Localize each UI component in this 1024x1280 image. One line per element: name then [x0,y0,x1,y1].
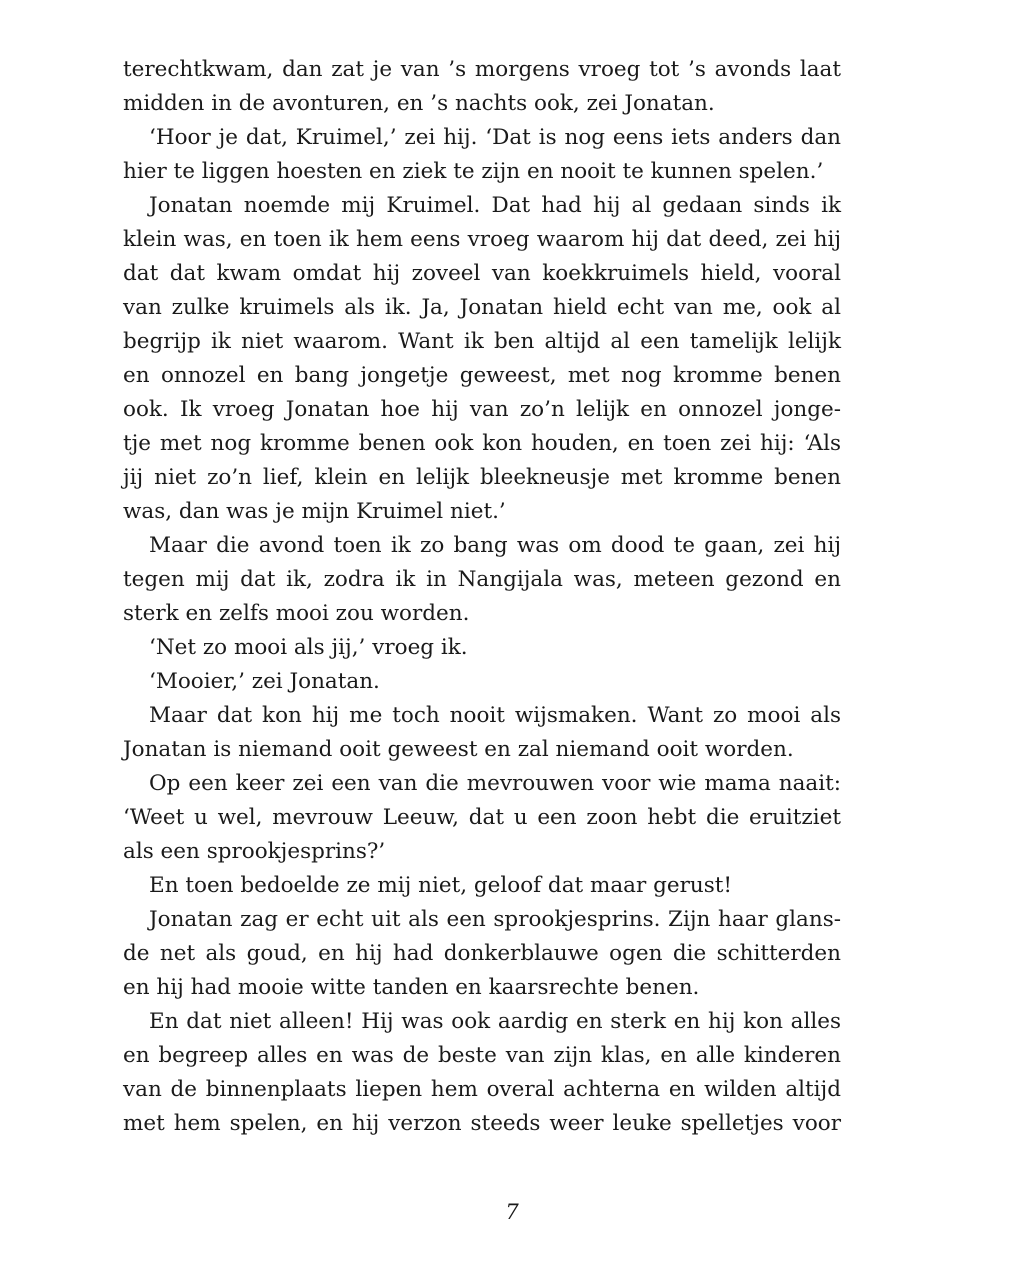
text-line: Op een keer zei een van die mevrouwen voor wie mama naait: [149,771,841,796]
text-line: ook. Ik vroeg Jonatan hoe hij van zo’n lelijk en onnozel jonge- [123,397,841,422]
text-line: En toen bedoelde ze mij niet, geloof dat maar gerust! [149,873,733,898]
text-line: ‘Mooier,’ zei Jonatan. [149,669,380,694]
text-line: ‘Hoor je dat, Kruimel,’ zei hij. ‘Dat is nog eens iets anders dan [149,125,841,150]
body-text [123,53,841,1141]
text-line: ‘Net zo mooi als jij,’ vroeg ik. [149,635,468,660]
text-line: klein was, en toen ik hem eens vroeg waarom hij dat deed, zei hij [123,227,841,252]
text-line: de net als goud, en hij had donkerblauwe ogen die schitterden [123,941,841,966]
text-line: en onnozel en bang jongetje geweest, met nog kromme benen [123,363,841,388]
text-line: jij niet zo’n lief, klein en lelijk bleekneusje met kromme benen [123,465,841,490]
text-line: hier te liggen hoesten en ziek te zijn en nooit te kunnen spelen.’ [123,159,824,184]
text-line: Jonatan zag er echt uit als een sprookjesprins. Zijn haar glans- [149,907,841,932]
text-line: begrijp ik niet waarom. Want ik ben altijd al een tamelijk lelijk [123,329,841,354]
text-line: tegen mij dat ik, zodra ik in Nangijala was, meteen gezond en [123,567,841,592]
text-line: tje met nog kromme benen ook kon houden, en toen zei hij: ‘Als [123,431,841,456]
text-line: van zulke kruimels als ik. Ja, Jonatan hield echt van me, ook al [123,295,841,320]
page-number: 7 [505,1200,519,1224]
text-line: van de binnenplaats liepen hem overal achterna en wilden altijd [123,1077,841,1102]
text-line: Maar dat kon hij me toch nooit wijsmaken. Want zo mooi als [149,703,841,728]
text-line: ‘Weet u wel, mevrouw Leeuw, dat u een zoon hebt die eruitziet [123,805,841,830]
text-line: als een sprookjesprins?’ [123,839,386,864]
text-line: terechtkwam, dan zat je van ’s morgens vroeg tot ’s avonds laat [123,57,841,82]
text-line: en hij had mooie witte tanden en kaarsrechte benen. [123,975,700,1000]
text-line: met hem spelen, en hij verzon steeds weer leuke spelletjes voor [123,1111,841,1136]
text-line: En dat niet alleen! Hij was ook aardig en sterk en hij kon alles [149,1009,841,1034]
text-line: Jonatan is niemand ooit geweest en zal niemand ooit worden. [123,737,794,762]
text-line: dat dat kwam omdat hij zoveel van koekkruimels hield, vooral [123,261,841,286]
text-line: Maar die avond toen ik zo bang was om dood te gaan, zei hij [149,533,841,558]
text-line: midden in de avonturen, en ’s nachts ook, zei Jonatan. [123,91,715,116]
text-line: sterk en zelfs mooi zou worden. [123,601,470,626]
text-line: Jonatan noemde mij Kruimel. Dat had hij al gedaan sinds ik [149,193,841,218]
text-line: en begreep alles en was de beste van zijn klas, en alle kinderen [123,1043,841,1068]
text-line: was, dan was je mijn Kruimel niet.’ [123,499,506,524]
